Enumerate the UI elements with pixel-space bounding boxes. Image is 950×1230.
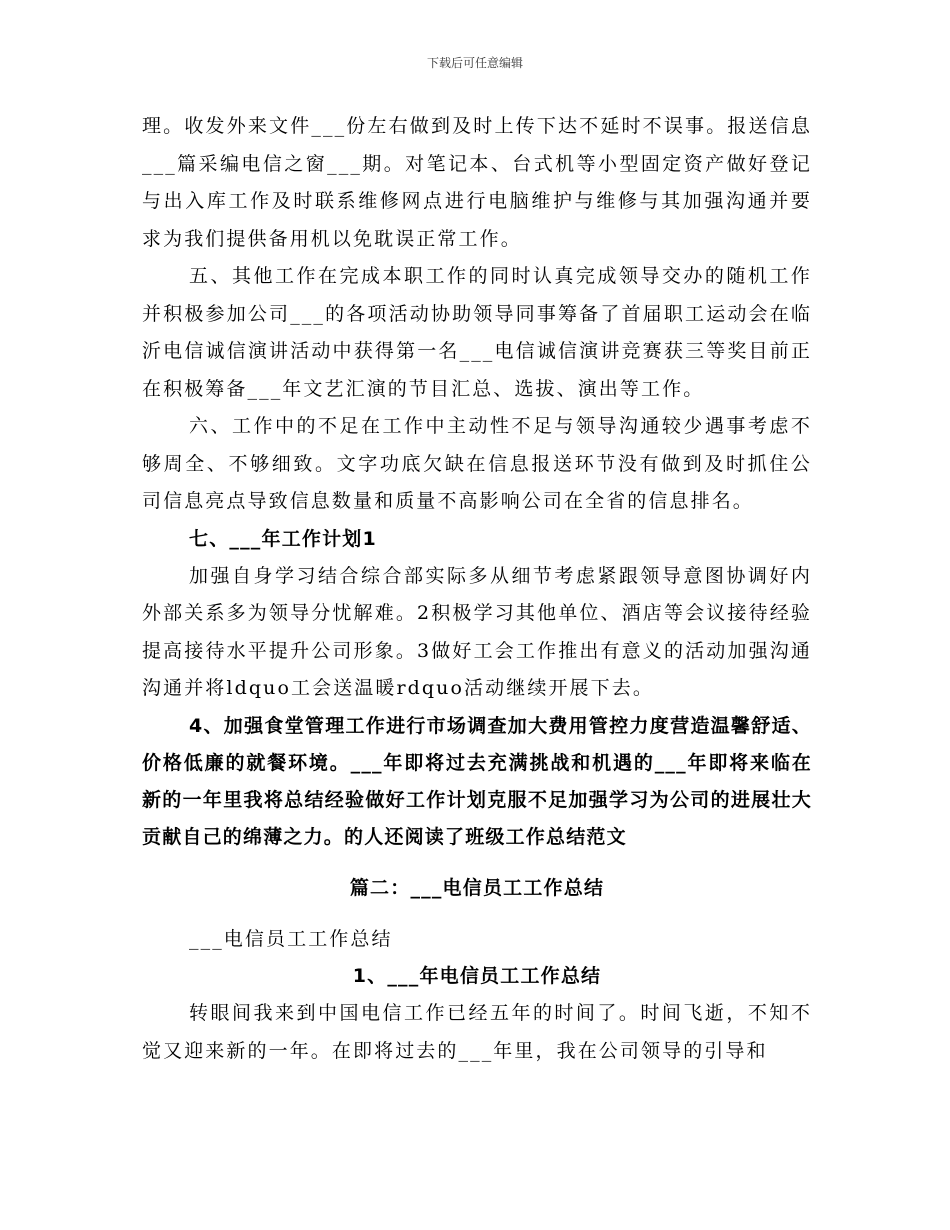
document-body [142, 108, 812, 1070]
paragraph-continuation: 理。收发外来文件___份左右做到及时上传下达不延时不误事。报送信息___篇采编电信之窗___期。对笔记本、台式机等小型固定资产做好登记与出入库工作及时联系维修网点进行电脑维护与维修与其加强沟通并要求为我们提供备用机以免耽误正常工作。 [142, 115, 812, 250]
paragraph-intro: 转眼间我来到中国电信工作已经五年的时间了。时间飞逝，不知不觉又迎来新的一年。在即将过去的___年里，我在公司领导的引导和 [142, 1002, 812, 1062]
heading-annual-summary: 1、___年电信员工工作总结 [352, 965, 602, 987]
paragraph-plan-items: 加强自身学习结合综合部实际多从细节考虑紧跟领导意图协调好内外部关系多为领导分忧解难。2积极学习其他单位、酒店等会议接待经验提高接待水平提升公司形象。3做好工会工作推出有意义的活动加强沟通沟通并将ldquo工会送温暖rdquo活动继续开展下去。 [142, 564, 812, 699]
paragraph-shortcomings: 六、工作中的不足在工作中主动性不足与领导沟通较少遇事考虑不够周全、不够细致。文字功底欠缺在信息报送环节没有做到及时抓住公司信息亮点导致信息数量和质量不高影响公司在全省的信息排名。 [142, 415, 812, 512]
paragraph-other-work: 五、其他工作在完成本职工作的同时认真完成领导交办的随机工作并积极参加公司___的各项活动协助领导同事筹备了首届职工运动会在临沂电信诚信演讲活动中获得第一名___电信诚信演讲竞赛获三等奖目前正在积极筹备___年文艺汇演的节目汇总、选拔、演出等工作。 [142, 265, 812, 400]
paragraph-canteen-management: 4、加强食堂管理工作进行市场调查加大费用管控力度营造温馨舒适、价格低廉的就餐环境。___年即将过去充满挑战和机遇的___年即将来临在新的一年里我将总结经验做好工作计划克服不足加强学习为公司的进展壮大贡献自己的绵薄之力。的人还阅读了班级工作总结范文 [142, 714, 812, 848]
section-title-part-two: 篇二：___电信员工工作总结 [349, 876, 605, 899]
heading-work-plan: 七、___年工作计划1 [189, 527, 377, 550]
paragraph-subtitle: ___电信员工工作总结 [189, 927, 393, 950]
page-header: 下载后可任意编辑 [426, 56, 523, 70]
